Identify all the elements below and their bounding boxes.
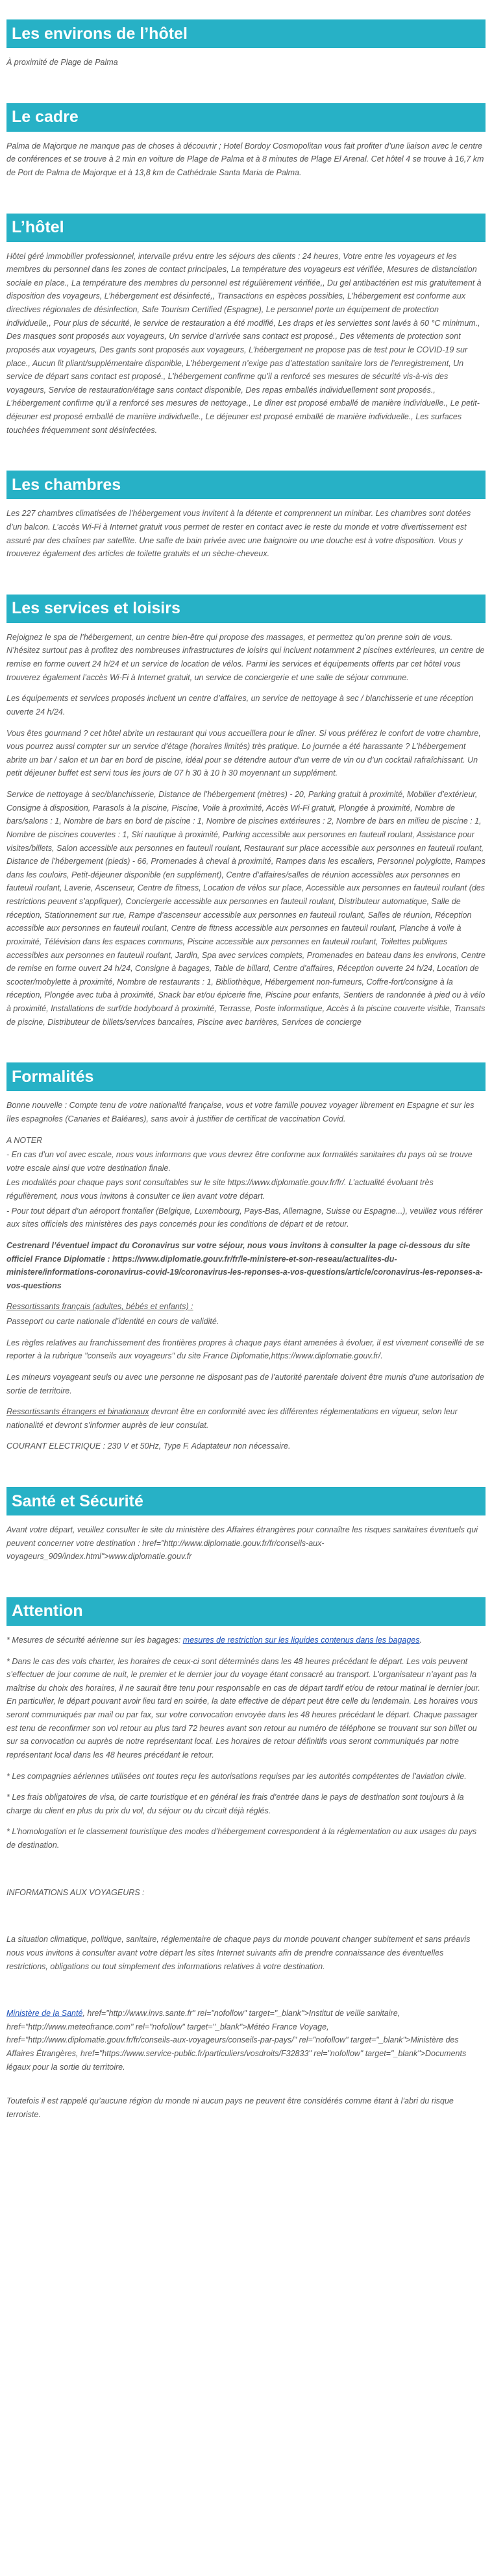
sante-text: Avant votre départ, veuillez consulter le site du ministère des Affaires étrangères pour connaître les risques sanitaires éventuels qui peuvent concerner votre destination : href="http://www.diplomatie.gouv.fr/fr/conseils-aux-voyageurs_909/index.html">www.diplomatie.gouv.fr — [6, 1525, 478, 1562]
section-content-environs — [0, 48, 492, 90]
section-content-services — [0, 623, 492, 1050]
links-text: , href="http://www.invs.sante.fr" rel="nofollow" target="_blank">Institut de veille sanitaire, href="http://www.meteofrance.com" rel="nofollow" target="_blank">Météo France Voyage, href="http://www.diplomatie.gouv.fr/fr/conseils-aux-voyageurs/conseils-par-pays/" rel="nofollow" target="_blank">Ministère des Affaires Étrangères, href="https://www.service-public.fr/particuliers/vosdroits/F32833" rel="nofollow" target="_blank">Documents légaux pour la sortie du territoire. — [6, 2009, 467, 2072]
courant-text: COURANT ELECTRIQUE : 230 V et 50Hz, Type F. Adaptateur non nécessaire. — [6, 1441, 291, 1451]
section-chambres — [0, 458, 492, 582]
cadre-text: Palma de Majorque ne manque pas de choses à découvrir ; Hotel Bordoy Cosmopolitan vous fait profiter d’une liaison avec le centre de conférences et se trouve à 2 min en voiture de Plage de Palma et à 8 minutes de Plage El Arenal. Cet hôtel 4 se trouve à 16,7 km de Port de Palma de Majorque et à 13,8 km de Cathédrale Santa Maria de Palma. — [6, 141, 484, 177]
section-content-sante — [0, 1515, 492, 1584]
section-environs — [0, 0, 492, 90]
note-item: - En cas d’un vol avec escale, nous vous informons que vous devrez être conforme aux formalités sanitaires du pays où se trouve votre escale ainsi que votre destination finale. — [6, 1150, 473, 1173]
bagages-prefix: * Mesures de sécurité aérienne sur les bagages: — [6, 1635, 183, 1645]
info-text: La situation climatique, politique, sanitaire, réglementaire de chaque pays du monde pouvant changer subitement et sans préavis nous vous invitons à consulter avant votre départ les sites Internet suivants afin de prendre connaissance des éventuelles restrictions, obligations ou tout simplement des informations relatives à votre destination. — [6, 1935, 471, 1971]
attention-bagages — [6, 1634, 486, 1647]
section-title-attention: Attention — [6, 1597, 486, 1626]
liquides-link[interactable]: mesures de restriction sur les liquides contenus dans les bagages — [182, 1635, 420, 1645]
spacer — [6, 1981, 486, 2007]
spacer — [6, 1860, 486, 1886]
etrangers-detail: devront être en conformité avec les différentes réglementations en vigueur, selon leur nationalité et devront s’informer auprès de leur consulat. — [6, 1407, 458, 1430]
services-paragraph: Vous êtes gourmand ? cet hôtel abrite un restaurant qui vous accueillera pour le dîner. Si vous préférez le confort de votre chambre, vous pourrez aussi compter sur un service d’étage (horaires limités) très pratique. Lo journée a été harassante ? L’hébergement abrite un bar / salon et un bar en bord de piscine, idéal pour se détendre autour d’un verre de vin ou d’un cocktail rafraîchissant. Un petit déjeuner buffet est servi tous les jours de 07 h 30 à 10 h 30 moyennant un supplément. — [6, 728, 481, 778]
spacer — [6, 1907, 486, 1933]
section-hotel — [0, 201, 492, 458]
attention-paragraph: * Les compagnies aériennes utilisées ont toutes reçu les autorisations requises par les autorités compétentes de l’aviation civile. — [6, 1771, 467, 1781]
info-title: INFORMATIONS AUX VOYAGEURS : — [6, 1887, 145, 1897]
final-text: Toutefois il est rappelé qu’aucune région du monde ni aucun pays ne peuvent être considérés comme étant à l’abri du risque terroriste. — [6, 2096, 454, 2119]
section-title-sante: Santé et Sécurité — [6, 1487, 486, 1515]
ministere-sante-link[interactable]: Ministère de la Santé — [6, 2009, 83, 2018]
section-content-chambres — [0, 499, 492, 582]
services-paragraph: Les équipements et services proposés incluent un centre d’affaires, un service de nettoyage à sec / blanchisserie et une réception ouverte 24 h/24. — [6, 694, 474, 717]
etrangers-label: Ressortissants étrangers et binationaux — [6, 1407, 149, 1417]
spacer — [6, 2081, 486, 2094]
section-title-formalites: Formalités — [6, 1062, 486, 1091]
note-title: A NOTER — [6, 1135, 43, 1145]
links-paragraph — [6, 2007, 486, 2074]
section-services — [0, 582, 492, 1050]
attention-paragraph: * L’homologation et le classement touristique des modes d’hébergement correspondent à la réglementation ou aux usages du pays de destination. — [6, 1827, 477, 1850]
section-content-hotel — [0, 242, 492, 458]
section-attention — [0, 1584, 492, 2142]
section-title-chambres: Les chambres — [6, 471, 486, 499]
coronavirus-notice: Cestrenard l’éventuel impact du Coronavirus sur votre séjour, nous vous invitons à consulter la page ci-dessous du site officiel France Diplomatie : https://www.diplomatie.gouv.fr/fr/le-ministere-et-son-reseau/actualites-du-ministere/informations-coronavirus-covid-19/coronavirus-les-reponses-a-vos-questions/article/coronavirus-les-reponses-a-vos-questions — [6, 1240, 483, 1290]
section-cadre — [0, 90, 492, 201]
section-sante — [0, 1474, 492, 1584]
section-title-services: Les services et loisirs — [6, 595, 486, 623]
attention-paragraph: * Les frais obligatoires de visa, de carte touristique et en général les frais d’entrée dans le pays de destination sont toujours à la charge du client en plus du prix du vol, du séjour ou du circuit déjà réglés. — [6, 1793, 464, 1815]
services-list: Service de nettoyage à sec/blanchisserie, Distance de l’hébergement (mètres) - 20, Parking gratuit à proximité, Mobilier d’extérieur, Consigne à disposition, Parasols à la piscine, Piscine, Voile à proximité, Accès Wi-Fi gratuit, Plongée à proximité, Nombre de bars/salons : 1, Nombre de bars en bord de piscine : 1, Nombre de piscines extérieures : 2, Nombre de bars en milieu de piscine : 1, Nombre de piscines couvertes : 1, Ski nautique à proximité, Parking accessible aux personnes en fauteuil roulant, Assistance pour visites/billets, Salon accessible aux personnes en fauteuil roulant, Restaurant sur place accessible aux personnes en fauteuil roulant, Distance de l’hébergement (pieds) - 66, Promenades à cheval à proximité, Rampes dans les escaliers, Personnel polyglotte, Rampes dans les couloirs, Petit-déjeuner disponible (en supplément), Centre d’affaires/salles de réunion accessibles aux personnes en fauteuil roulant, Laverie, Ascenseur, Centre de fitness, Location de vélos sur place, Accessible aux personnes en fauteuil roulant (des restrictions peuvent s’appliquer), Conciergerie accessible aux personnes en fauteuil roulant, Distributeur automatique, Salle de réception, Stationnement sur rue, Rampe d’ascenseur accessible aux personnes en fauteuil roulant, Salles de réunion, Réception accessible aux personnes en fauteuil roulant, Centre de fitness accessible aux personnes en fauteuil roulant, Planche à voile à proximité, Télévision dans les espaces communs, Piscine accessible aux personnes en fauteuil roulant, Toilettes publiques accessibles aux personnes en fauteuil roulant, Jardin, Spa avec services complets, Promenades en bateau dans les environs, Centre de remise en forme ouvert 24 h/24, Consigne à bagages, Table de billard, Centre d’affaires, Réception ouverte 24 h/24, Location de scooter/mobylette à proximité, Nombre de restaurants : 1, Bibliothèque, Hébergement non-fumeurs, Coffre-fort/consigne à la réception, Plongée avec tuba à proximité, Snack bar et/ou épicerie fine, Piscine pour enfants, Sentiers de randonnée à pied ou à vélo à proximité, Installations de surf/de bodyboard à proximité, Terrasse, Poste informatique, Accès à la piscine couverte visible, Transats de piscine, Distributeur de billets/services bancaires, Piscine avec barrières, Services de concierge — [6, 790, 486, 1027]
ressortissants-label: Ressortissants français (adultes, bébés et enfants) : — [6, 1302, 193, 1312]
ressortissants-text: Passeport ou carte nationale d’identité en cours de validité. — [6, 1317, 219, 1326]
mineurs-text: Les mineurs voyageant seuls ou avec une personne ne disposant pas de l’autorité parentale doivent être munis d’une autorisation de sortie de territoire. — [6, 1372, 484, 1395]
chambres-text: Les 227 chambres climatisées de l’hébergement vous invitent à la détente et comprennent un minibar. Les chambres sont dotées d’un balcon. L’accès Wi-Fi à Internet gratuit vous permet de rester en contact avec le reste du monde et votre divertissement est assuré par des chaînes par satellite. Une salle de bain privée avec une baignoire ou une douche est à votre disposition. Vous y trouverez également des articles de toilette gratuits et un sèche-cheveux. — [6, 509, 471, 559]
services-paragraph: Rejoignez le spa de l’hébergement, un centre bien-être qui propose des massages, et permettez qu’on prenne soin de vous. N’hésitez surtout pas à profitez des nombreuses infrastructures de loisirs qui incluent notamment 2 piscines extérieures, un centre de remise en forme ouvert 24 h/24 et un service de location de vélos. Parmi les services et équipements offerts par cet hôtel vous trouverez également l’accès Wi-Fi à Internet gratuit, un service de conciergerie et une salle de séjour commune. — [6, 632, 485, 682]
formalites-intro: Bonne nouvelle : Compte tenu de votre nationalité française, vous et votre famille pouvez voyager librement en Espagne et sur les îles espagnoles (Canaries et Baléares), sans avoir à justifier de certificat de vaccination Covid. — [6, 1101, 474, 1123]
section-formalites — [0, 1049, 492, 1474]
bagages-suffix: . — [419, 1635, 422, 1645]
attention-paragraph: * Dans le cas des vols charter, les horaires de ceux-ci sont déterminés dans les 48 heures précédant le départ. Les vols peuvent s’effectuer de jour comme de nuit, le premier et le dernier jour du voyage étant consacré au transport. L’organisateur n’ayant pas la maîtrise du choix des horaires, il ne saurait être tenu pour responsable en cas de départ tardif et/ou de retour matinal le dernier jour. En particulier, le départ pouvant avoir lieu tard en soirée, la date effective de départ peut être celle du lendemain. Les horaires vous seront communiqués par mail ou par fax, sur votre convocation envoyée dans les 48 heures précédant le départ. Chaque passager est tenu de reconfirmer son vol retour au plus tard 72 heures avant son retour au numéro de téléphone se trouvant sur son billet ou sur sa convocation ou auprès de notre représentant local. Les horaires de retour définitifs vous seront communiqués par notre représentant local dans les 48 heures précédant le retour. — [6, 1656, 480, 1760]
note-item: - Pour tout départ d’un aéroport frontalier (Belgique, Luxembourg, Pays-Bas, Allemagne, Suisse ou Espagne...), veuillez vous référer aux sites officiels des ministères des pays concernés pour les conditions de départ et de retour. — [6, 1206, 483, 1229]
section-content-attention — [0, 1626, 492, 2142]
section-content-formalites — [0, 1091, 492, 1474]
hotel-text: Hôtel géré immobilier professionnel, intervalle prévu entre les séjours des clients : 24 heures, Votre entre les voyageurs et les membres du personnel dans les zones de contact principales, La température des voyageurs est vérifiée, Mesures de distanciation sociale en place., La température des membres du personnel est régulièrement vérifiée,, Du gel antibactérien est mis gratuitement à disposition des voyageurs, L’hébergement est désinfecté,, Transactions en espèces possibles, L’hébergement est conforme aux directives régionales de désinfection, Safe Tourism Certified (Espagne), Le personnel porte un équipement de protection individuelle,, Pour plus de sécurité, le service de restauration a été modifié, Les draps et les serviettes sont lavés à 60 °C minimum., Des masques sont proposés aux voyageurs, Un service d’arrivée sans contact est proposé., Des vêtements de protection sont proposés aux voyageurs, Des gants sont proposés aux voyageurs, L’hébergement ne propose pas de test pour le COVID-19 sur place., Aucun lit pliant/supplémentaire disponible, L’hébergement n’exige pas d’attestation sanitaire lors de l’enregistrement, Un service de départ sans contact est proposé., L’hébergement confirme qu’il a renforcé ses mesures de sécurité vis-à-vis des voyageurs, Service de restauration/étage sans contact disponible, Des repas emballés individuellement sont proposés., L’hébergement confirme qu’il a renforcé ses mesures de nettoyage., Le dîner est proposé emballé de manière individuelle., Le petit-déjeuner est proposé emballé de manière individuelle., Le déjeuner est proposé emballé de manière individuelle., Les surfaces touchées fréquemment sont désinfectées. — [6, 251, 482, 435]
section-title-environs: Les environs de l’hôtel — [6, 19, 486, 48]
etrangers-text — [6, 1405, 486, 1432]
note-item: Les modalités pour chaque pays sont consultables sur le site https://www.diplomatie.gouv.fr/fr/. L’actualité évoluant très régulièrement, nous vous invitons à consulter ce lien avant votre départ. — [6, 1178, 434, 1201]
environs-text: À proximité de Plage de Palma — [6, 58, 118, 67]
regles-text: Les règles relatives au franchissement des frontières propres à chaque pays étant amenées à évoluer, il est vivement conseillé de se reporter à la rubrique "conseils aux voyageurs" du site France Diplomatie,https://www.diplomatie.gouv.fr/. — [6, 1338, 484, 1361]
section-title-cadre: Le cadre — [6, 103, 486, 132]
section-content-cadre — [0, 132, 492, 201]
section-title-hotel: L’hôtel — [6, 214, 486, 242]
